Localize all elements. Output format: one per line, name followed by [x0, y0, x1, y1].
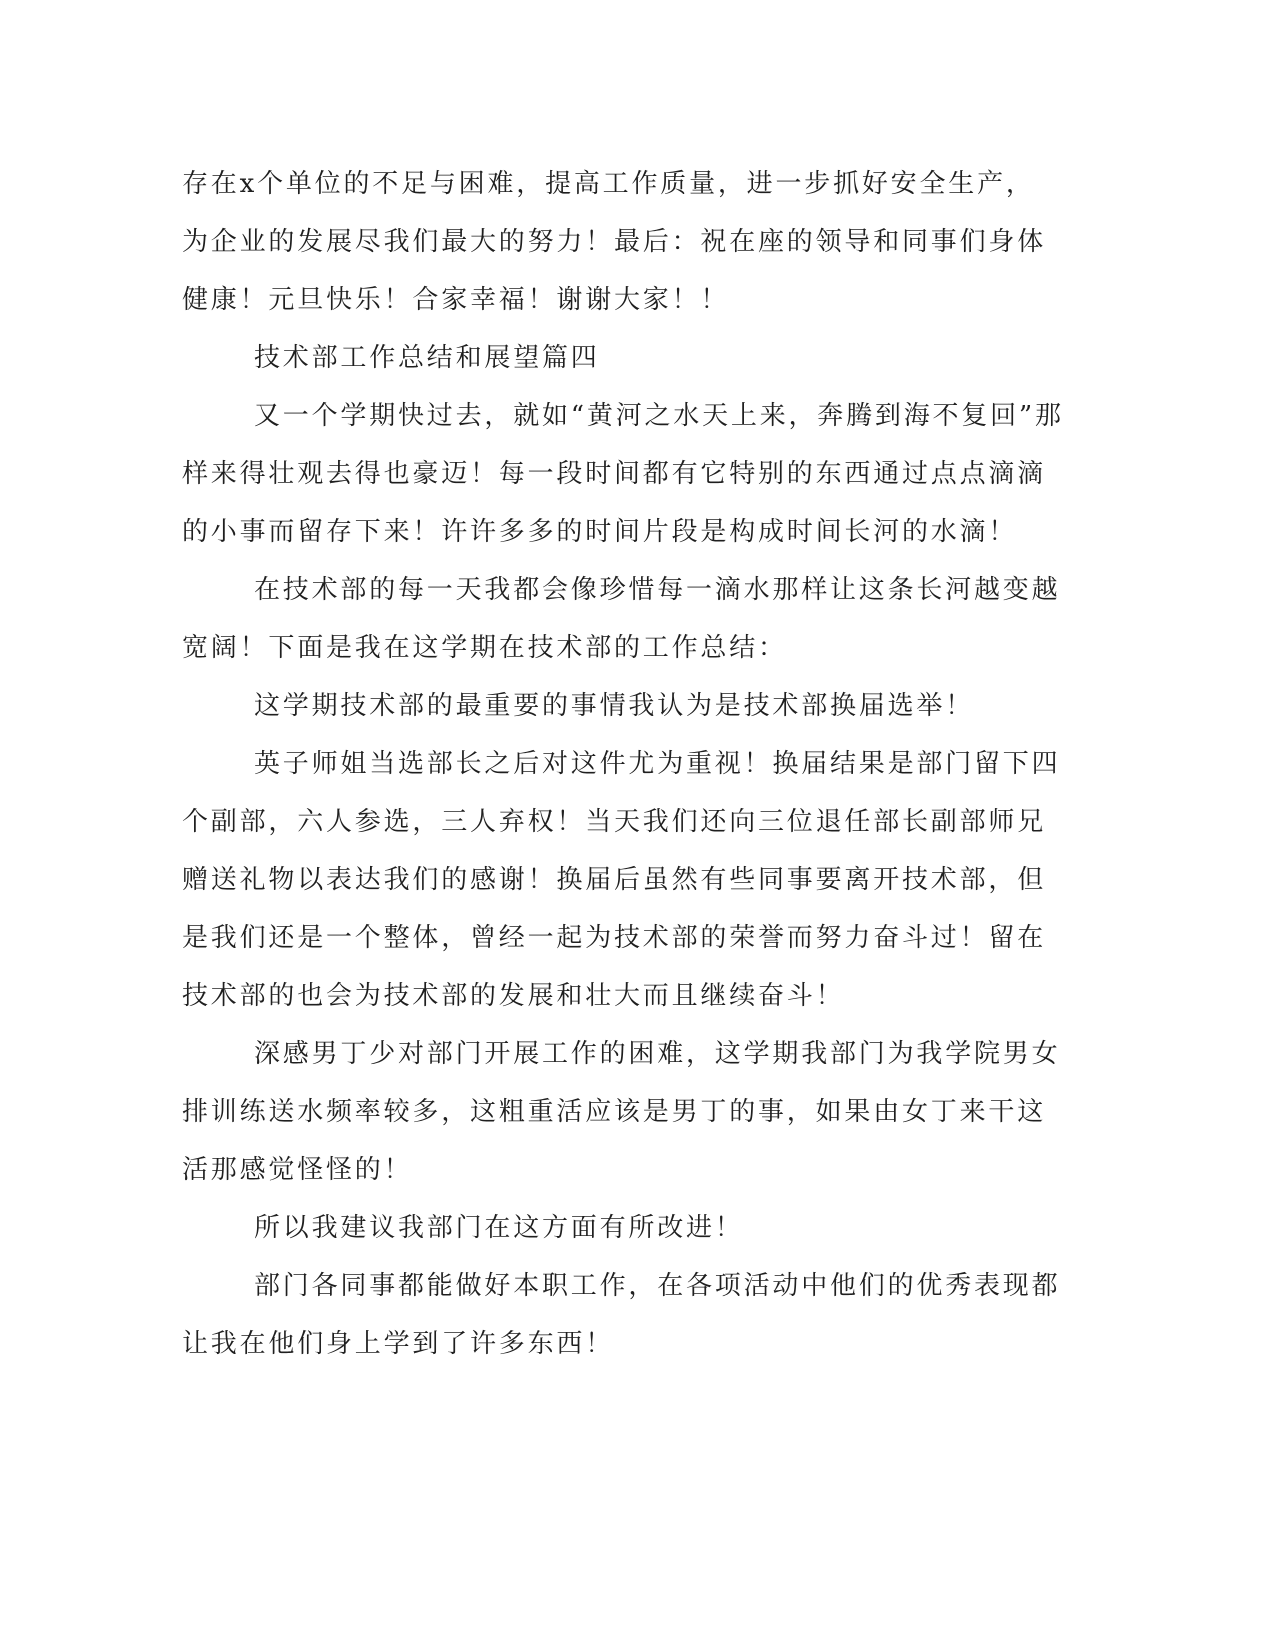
text-line: 赠送礼物以表达我们的感谢！换届后虽然有些同事要离开技术部，但 — [182, 865, 1047, 895]
text-line: 英子师姐当选部长之后对这件尤为重视！换届结果是部门留下四 — [254, 749, 1061, 779]
text-line: 是我们还是一个整体，曾经一起为技术部的荣誉而努力奋斗过！留在 — [182, 923, 1047, 953]
text-line: 又一个学期快过去，就如“黄河之水天上来，奔腾到海不复回”那 — [254, 401, 1064, 431]
text-line: 排训练送水频率较多，这粗重活应该是男丁的事，如果由女丁来干这 — [182, 1097, 1047, 1127]
text-line: 技术部的也会为技术部的发展和壮大而且继续奋斗！ — [182, 981, 845, 1011]
text-line: 让我在他们身上学到了许多东西！ — [182, 1329, 615, 1359]
text-line: 为企业的发展尽我们最大的努力！最后：祝在座的领导和同事们身体 — [182, 227, 1047, 257]
text-line: 样来得壮观去得也豪迈！每一段时间都有它特别的东西通过点点滴滴 — [182, 459, 1047, 489]
text-line: 部门各同事都能做好本职工作，在各项活动中他们的优秀表现都 — [254, 1271, 1061, 1301]
text-line: 的小事而留存下来！许许多多的时间片段是构成时间长河的水滴！ — [182, 517, 1018, 547]
text-line: 存在x个单位的不足与困难，提高工作质量，进一步抓好安全生产， — [182, 169, 1035, 199]
text-line: 宽阔！下面是我在这学期在技术部的工作总结： — [182, 633, 787, 663]
text-line: 这学期技术部的最重要的事情我认为是技术部换届选举！ — [254, 691, 975, 721]
text-line: 健康！元旦快乐！合家幸福！谢谢大家！！ — [182, 285, 730, 315]
text-line: 个副部，六人参选，三人弃权！当天我们还向三位退任部长副部师兄 — [182, 807, 1047, 837]
text-line: 活那感觉怪怪的！ — [182, 1155, 413, 1185]
section-heading: 技术部工作总结和展望篇四 — [254, 343, 600, 373]
text-line: 在技术部的每一天我都会像珍惜每一滴水那样让这条长河越变越 — [254, 575, 1061, 605]
text-line: 所以我建议我部门在这方面有所改进！ — [254, 1213, 744, 1243]
text-line: 深感男丁少对部门开展工作的困难，这学期我部门为我学院男女 — [254, 1039, 1061, 1069]
